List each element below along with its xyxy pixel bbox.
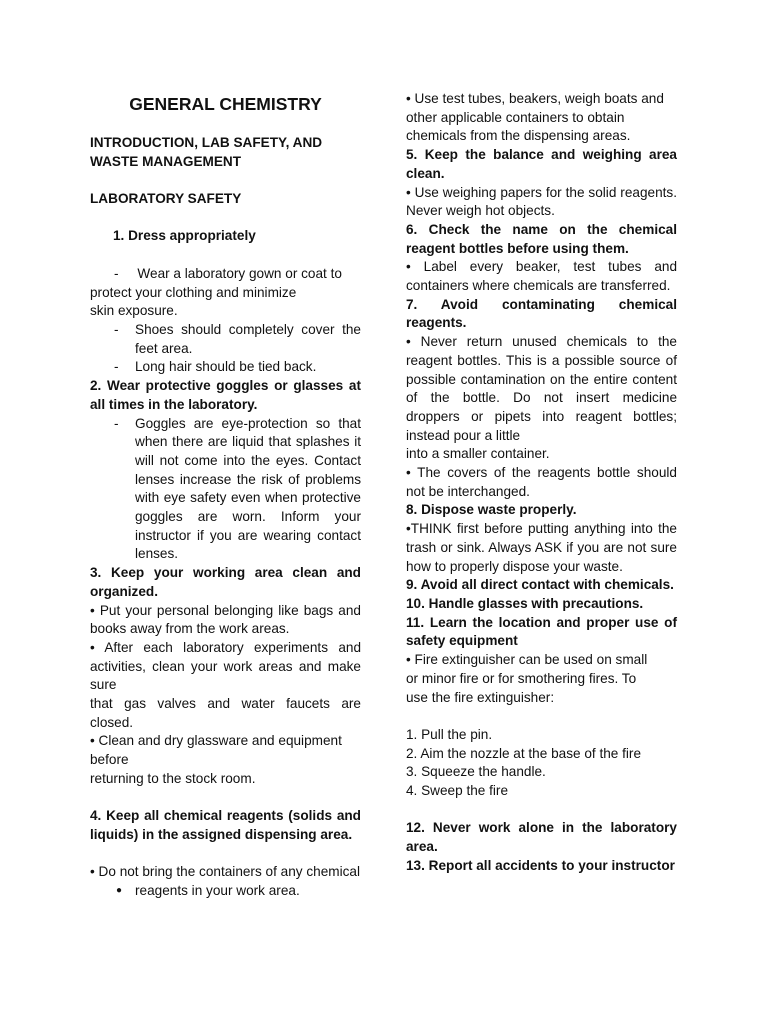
rule-12-title: 12. Never work alone in the laboratory area. (406, 820, 677, 855)
rule-4-point-c: • Use test tubes, beakers, weigh boats and other applicable containers to obtain chemicals from the dispensing areas. (406, 91, 664, 144)
subsection-heading: LABORATORY SAFETY (90, 191, 242, 207)
rule-4-point-b: ● reagents in your work area. (90, 882, 361, 901)
rule-11-point-a: • Fire extinguisher can be used on small (406, 652, 648, 668)
section-heading-line: INTRODUCTION, LAB SAFETY, AND (90, 135, 323, 150)
page-title: GENERAL CHEMISTRY (129, 94, 322, 114)
rule-3-point-c-cont: returning to the stock room. (90, 770, 256, 786)
rule-2-title: 2. Wear protective goggles or glasses at all times in the laboratory. (90, 378, 361, 412)
rule-1-point-a-cont: protect your clothing and minimize (90, 284, 297, 300)
rule-4-point-a: • Do not bring the containers of any chemical (90, 864, 360, 880)
rule-2-point-a: - Goggles are eye-protection so that when there are liquid that splashes it will not come into the eyes. Contact lenses increase the risk of problems with eye safety even when protective goggles are worn. Inform your instructor if you are wearing contact lenses. (90, 415, 361, 565)
rule-6-point-a: • Label every beaker, test tubes and containers where chemicals are transferred. (406, 259, 677, 294)
rule-1-point-a-cont: skin exposure. (90, 303, 178, 319)
rule-6-title: 6. Check the name on the chemical reagent bottles before using them. (406, 221, 677, 256)
rule-11-title: 11. Learn the location and proper use of safety equipment (406, 614, 677, 649)
rule-10-title: 10. Handle glasses with precautions. (406, 595, 644, 611)
rule-1-point-a: - Wear a laboratory gown or coat to (114, 265, 342, 281)
rule-1-point-b: - Shoes should completely cover the feet area. (90, 321, 361, 358)
rule-11-point-a-cont: use the fire extinguisher: (406, 689, 555, 705)
extinguisher-step: 1. Pull the pin. (406, 726, 493, 742)
rule-3-point-b: • After each laboratory experiments and activities, clean your work areas and make sure (90, 639, 361, 693)
extinguisher-step: 3. Squeeze the handle. (406, 764, 546, 780)
rule-1-point-c: - Long hair should be tied back. (90, 358, 361, 377)
rule-3-point-c: • Clean and dry glassware and equipment before (90, 733, 342, 768)
extinguisher-step: 2. Aim the nozzle at the base of the fire (406, 745, 642, 761)
rule-7-point-a-cont: into a smaller container. (406, 446, 550, 462)
rule-3-point-b-cont: that gas valves and water faucets are closed. (90, 696, 361, 730)
rule-8-point-a: •THINK first before putting anything into the trash or sink. Always ASK if you are not sure how to properly dispose your waste. (406, 521, 677, 574)
rule-11-point-a-cont: or minor fire or for smothering fires. To (406, 670, 637, 686)
rule-5-title: 5. Keep the balance and weighing area clean. (406, 147, 677, 181)
rule-7-point-b: • The covers of the reagents bottle should not be interchanged. (406, 465, 677, 499)
rule-13-title: 13. Report all accidents to your instructor (406, 857, 675, 873)
extinguisher-step: 4. Sweep the fire (406, 783, 509, 798)
right-column (406, 90, 677, 876)
rule-1-title: 1. Dress appropriately (113, 228, 256, 244)
rule-8-title: 8. Dispose waste properly. (406, 502, 577, 518)
rule-7-title: 7. Avoid contaminating chemical reagents. (406, 296, 677, 331)
rule-5-point-a: • Use weighing papers for the solid reagents. Never weigh hot objects. (406, 184, 677, 219)
left-column (90, 90, 361, 901)
rule-4-title: 4. Keep all chemical reagents (solids and liquids) in the assigned dispensing area. (90, 808, 361, 842)
rule-3-title: 3. Keep your working area clean and organized. (90, 565, 361, 599)
rule-9-title: 9. Avoid all direct contact with chemicals. (406, 577, 674, 593)
rule-3-point-a: • Put your personal belonging like bags and books away from the work areas. (90, 602, 361, 637)
rule-7-point-a: • Never return unused chemicals to the reagent bottles. This is a possible source of possible contamination on the entire content of the bottle. Do not insert medicine droppers or pipets into reagent bottles; instead pour a little (406, 334, 677, 443)
section-heading-line: WASTE MANAGEMENT (90, 153, 242, 169)
